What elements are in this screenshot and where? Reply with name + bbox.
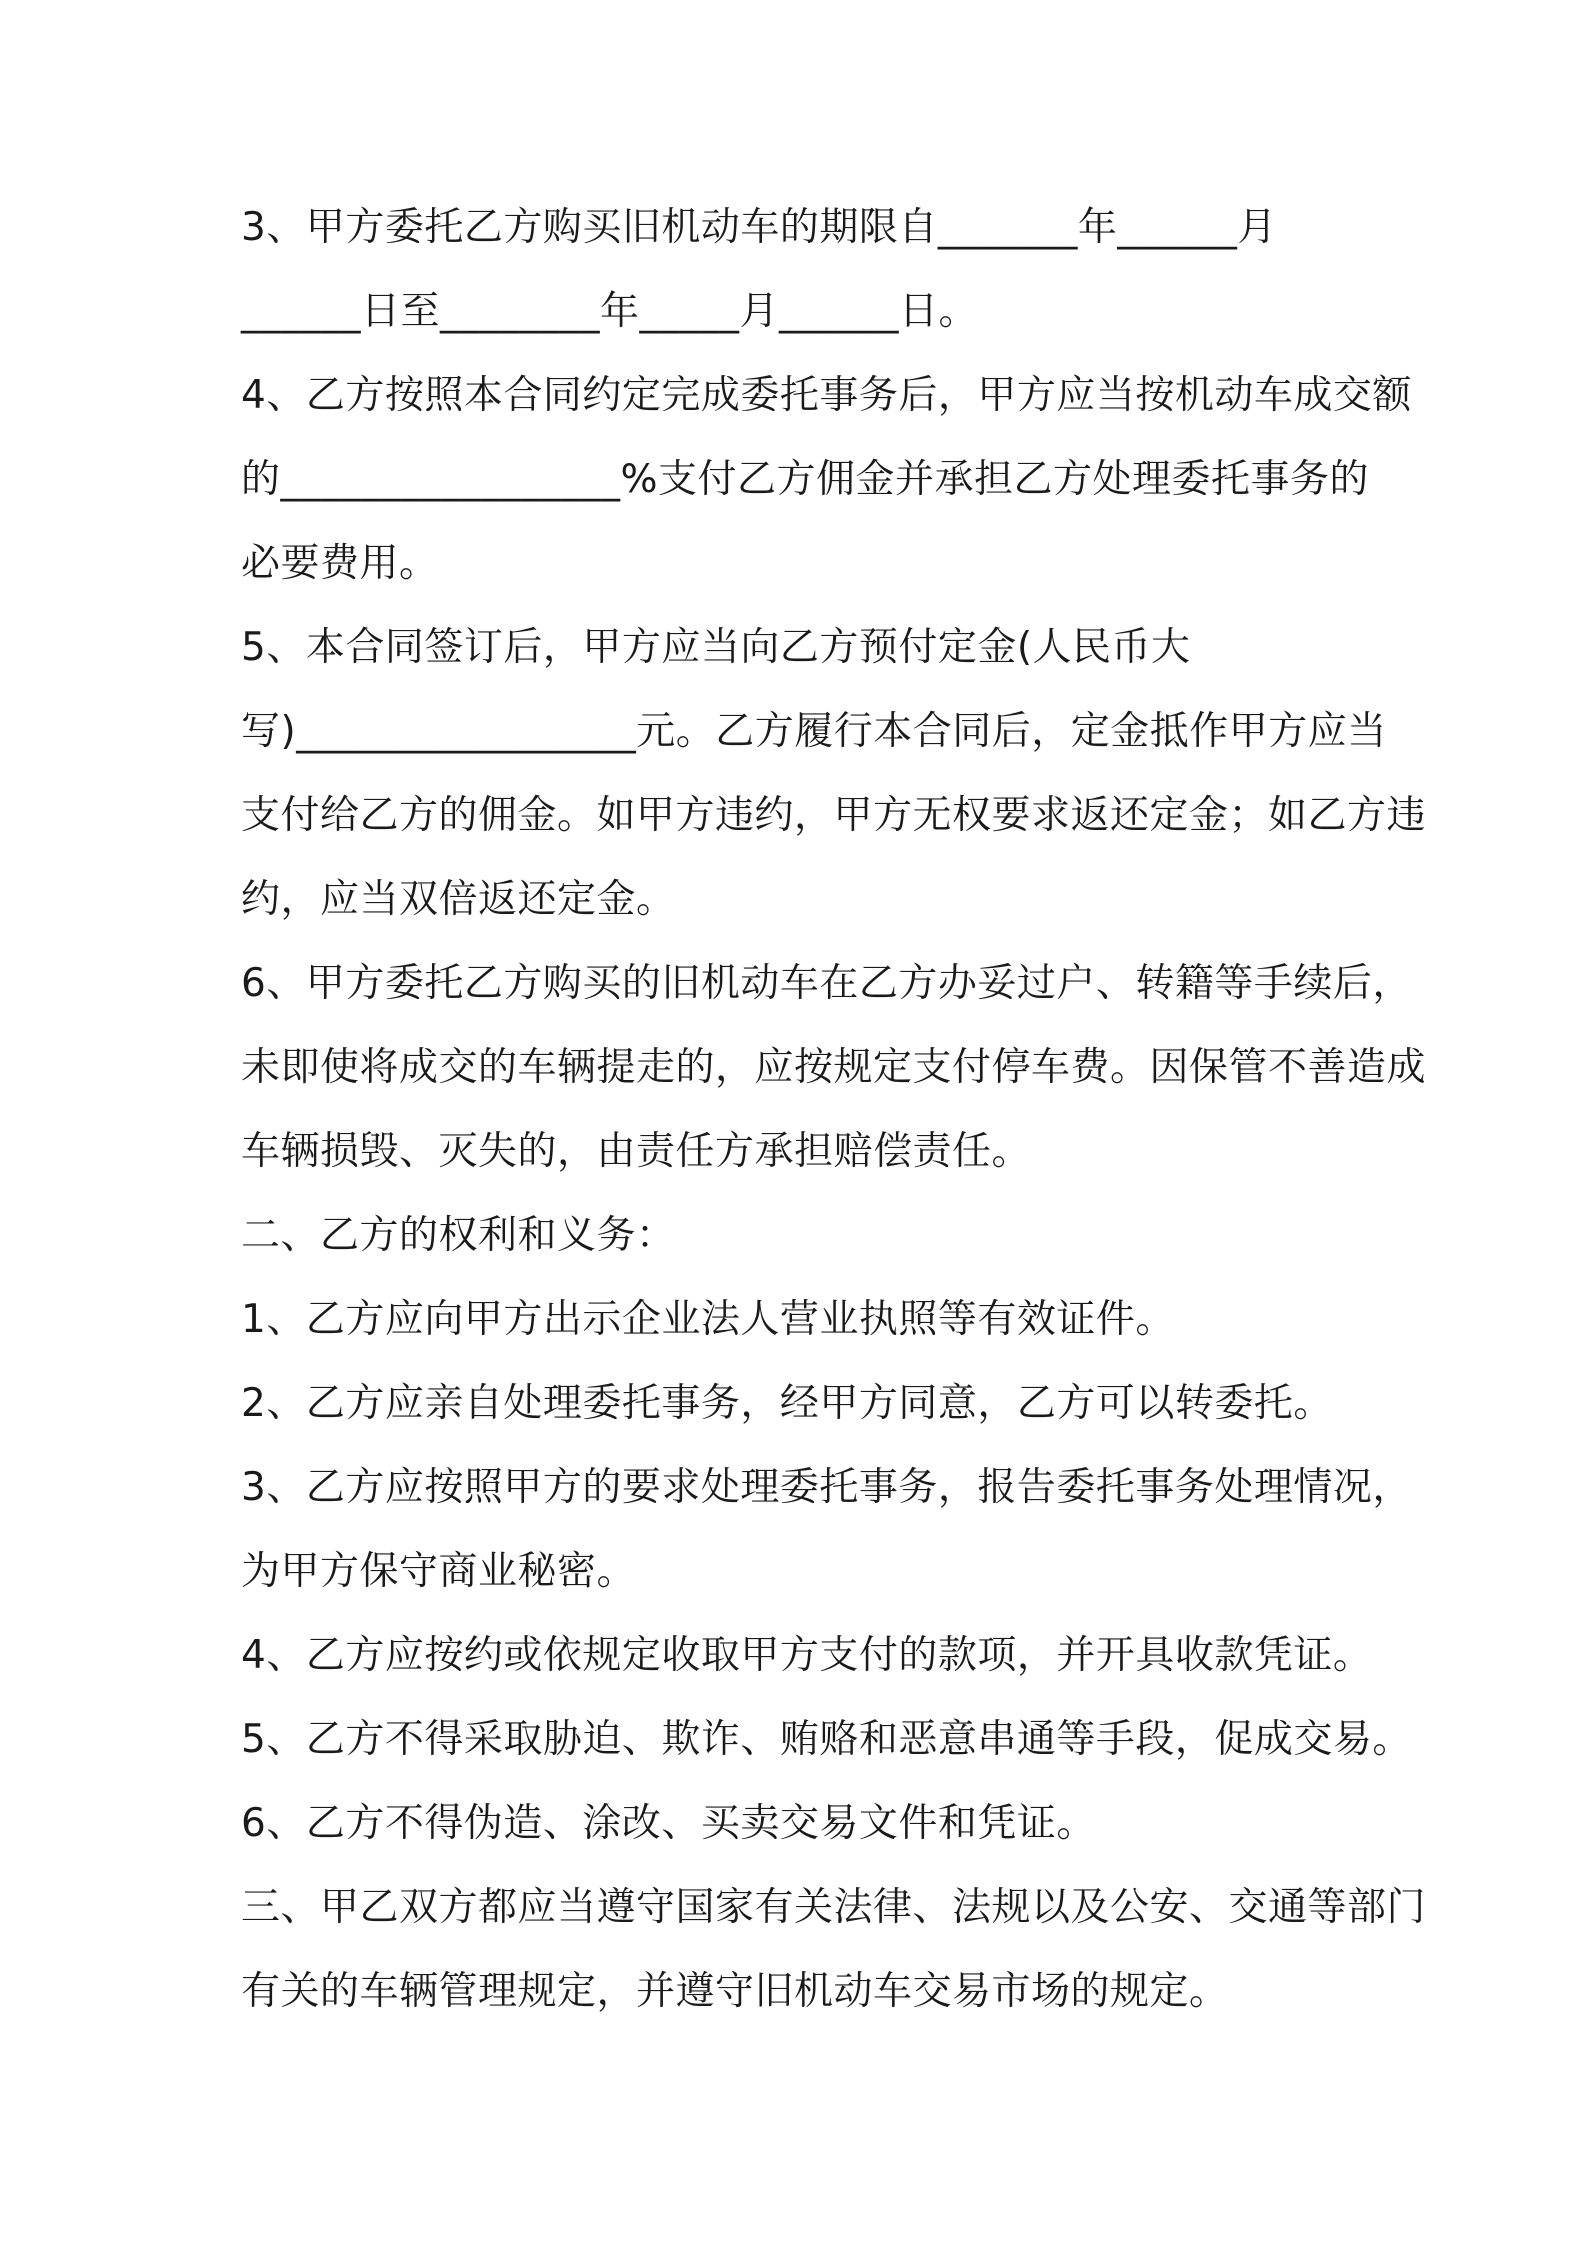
clause-5-line-1: 5、本合同签订后，甲方应当向乙方预付定金(人民币大 (241, 625, 1191, 670)
clause-6-line-1: 6、甲方委托乙方购买的旧机动车在乙方办妥过户、转籍等手续后， (241, 961, 1412, 1006)
section-2-item-2: 2、乙方应亲自处理委托事务，经甲方同意，乙方可以转委托。 (241, 1381, 1333, 1426)
clause-3-line-2: ______日至________年_____月______日。 (241, 289, 979, 334)
clause-4-line-1: 4、乙方按照本合同约定完成委托事务后，甲方应当按机动车成交额 (241, 373, 1412, 418)
section-2-item-4: 4、乙方应按约或依规定收取甲方支付的款项，并开具收款凭证。 (241, 1633, 1373, 1678)
clause-6-line-3: 车辆损毁、灭失的，由责任方承担赔偿责任。 (241, 1129, 1032, 1174)
section-3-line-1: 三、甲乙双方都应当遵守国家有关法律、法规以及公安、交通等部门 (241, 1885, 1427, 1930)
section-2-item-3-line-2: 为甲方保守商业秘密。 (241, 1549, 637, 1594)
section-2-heading: 二、乙方的权利和义务： (241, 1213, 676, 1258)
section-2-item-1: 1、乙方应向甲方出示企业法人营业执照等有效证件。 (241, 1297, 1175, 1342)
clause-5-line-2: 写)_________________元。乙方履行本合同后，定金抵作甲方应当 (241, 709, 1387, 754)
section-2-item-6: 6、乙方不得伪造、涂改、买卖交易文件和凭证。 (241, 1801, 1096, 1846)
section-3-line-2: 有关的车辆管理规定，并遵守旧机动车交易市场的规定。 (241, 1969, 1229, 2014)
clause-3-line-1: 3、甲方委托乙方购买旧机动车的期限自_______年______月 (241, 205, 1277, 250)
section-2-item-3-line-1: 3、乙方应按照甲方的要求处理委托事务，报告委托事务处理情况， (241, 1465, 1412, 1510)
section-2-item-5: 5、乙方不得采取胁迫、欺诈、贿赂和恶意串通等手段，促成交易。 (241, 1717, 1412, 1762)
clause-4-line-2: 的_________________%支付乙方佣金并承担乙方处理委托事务的 (241, 457, 1370, 502)
clause-6-line-2: 未即使将成交的车辆提走的，应按规定支付停车费。因保管不善造成 (241, 1045, 1427, 1090)
clause-4-line-3: 必要费用。 (241, 541, 439, 586)
clause-5-line-4: 约，应当双倍返还定金。 (241, 877, 676, 922)
clause-5-line-3: 支付给乙方的佣金。如甲方违约，甲方无权要求返还定金；如乙方违 (241, 793, 1427, 838)
